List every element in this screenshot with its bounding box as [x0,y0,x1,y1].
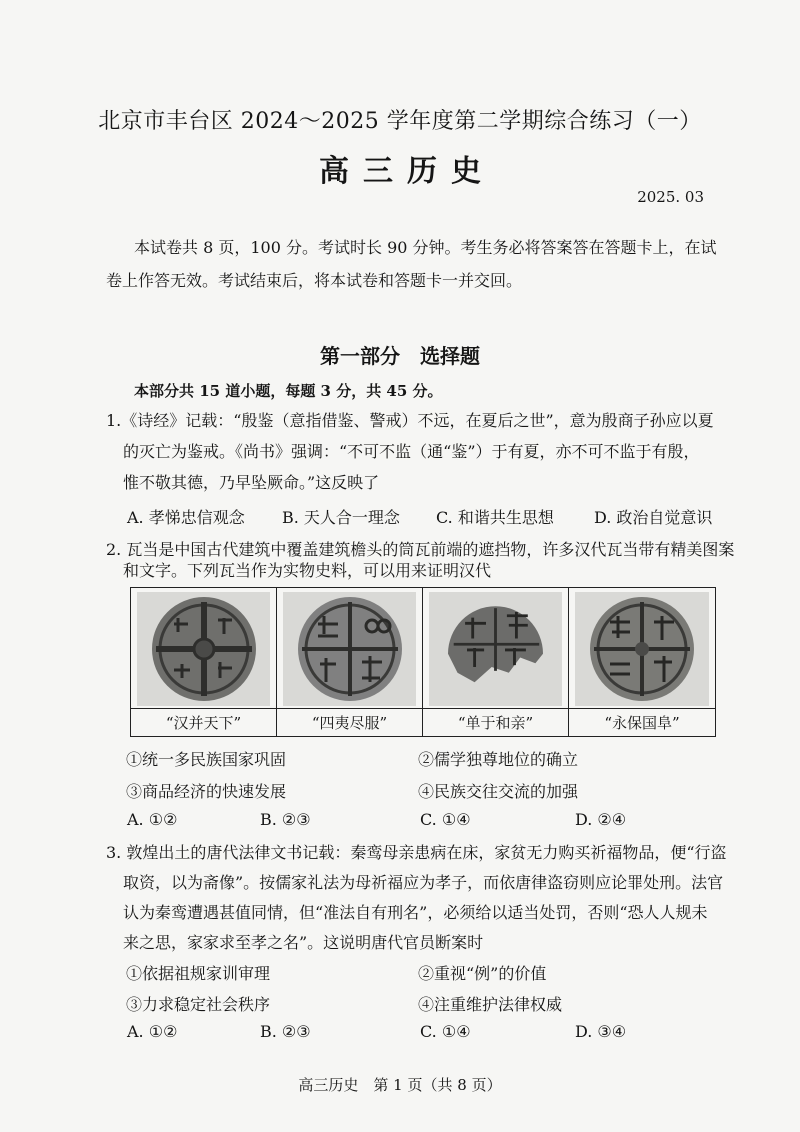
q3-option-c[interactable]: C. ①④ [420,1022,471,1041]
q3-option-b[interactable]: B. ②③ [260,1022,311,1041]
section-note: 本部分共 15 道小题，每题 3 分，共 45 分。 [134,382,443,400]
wadang-cell-4 [569,588,715,736]
subject-title: 高三历史 [319,154,495,189]
roof-tile-icon [144,594,264,704]
q1-option-b[interactable]: B. 天人合一理念 [282,508,400,527]
wadang-photo-3 [429,592,562,706]
q2-line-1: 2. 瓦当是中国古代建筑中覆盖建筑檐头的筒瓦前端的遮挡物，许多汉代瓦当带有精美图案 [106,540,735,559]
roof-tile-icon [582,594,702,704]
q3-statement-1: ①依据祖规家训审理 [126,964,271,983]
q3-option-a[interactable]: A. ①② [127,1022,178,1041]
roof-tile-icon [429,594,562,704]
q1-line-2: 的灭亡为鉴戒。《尚书》强调：“不可不监（通“鉴”）于有夏，亦不可不监于有殷， [123,442,700,461]
q3-line-1: 3. 敦煌出土的唐代法律文书记载：秦鸾母亲患病在床，家贫无力购买祈福物品，便“行盗 [106,843,727,862]
q2-option-b[interactable]: B. ②③ [260,810,311,829]
instructions-line-2: 卷上作答无效。考试结束后，将本试卷和答题卡一并交回。 [106,271,523,290]
wadang-caption-3: “单于和亲” [423,708,568,736]
exam-date: 2025. 03 [637,188,704,206]
wadang-cell-2 [277,588,423,736]
wadang-caption-2: “四夷尽服” [277,708,422,736]
q2-option-c[interactable]: C. ①④ [420,810,471,829]
wadang-caption-4: “永保国阜” [569,708,715,736]
wadang-cell-3 [423,588,569,736]
q2-line-2: 和文字。下列瓦当作为实物史料，可以用来证明汉代 [123,561,492,580]
q3-statement-2: ②重视“例”的价值 [418,964,547,983]
wadang-photo-4 [575,592,709,706]
roof-tile-icon [290,594,410,704]
wadang-cell-1 [131,588,277,736]
q3-line-2: 取资，以为斋像”。按儒家礼法为母祈福应为孝子，而依唐律盗窃则应论罪处刑。法官 [123,873,724,892]
q3-option-d[interactable]: D. ③④ [575,1022,627,1041]
wadang-caption-1: “汉并天下” [131,708,276,736]
q1-option-c[interactable]: C. 和谐共生思想 [436,508,554,527]
q1-option-d[interactable]: D. 政治自觉意识 [594,508,713,527]
q3-line-3: 认为秦鸾遭遇甚值同情，但“准法自有刑名”，必须给以适当处罚，否则“恐人人规未 [123,903,708,922]
q2-statement-3: ③商品经济的快速发展 [126,782,287,801]
q2-statement-1: ①统一多民族国家巩固 [126,750,287,769]
instructions-line-1: 本试卷共 8 页，100 分。考试时长 90 分钟。考生务必将答案答在答题卡上，在试 [134,238,717,257]
section-title: 第一部分 选择题 [320,344,480,368]
q2-statement-2: ②儒学独尊地位的确立 [418,750,579,769]
q1-line-3: 惟不敬其德，乃早坠厥命。”这反映了 [123,473,380,492]
q1-option-a[interactable]: A. 孝悌忠信观念 [127,508,245,527]
wadang-photo-1 [137,592,270,706]
q2-option-a[interactable]: A. ①② [127,810,178,829]
wadang-image-table [130,587,716,737]
wadang-photo-2 [283,592,416,706]
page-footer: 高三历史 第 1 页（共 8 页） [298,1076,502,1094]
q3-statement-4: ④注重维护法律权威 [418,995,563,1014]
exam-title: 北京市丰台区 2024～2025 学年度第二学期综合练习（一） [98,109,702,134]
q1-line-1: 1.《诗经》记载：“殷鉴（意指借鉴、警戒）不远，在夏后之世”，意为殷商子孙应以夏 [106,411,714,430]
q2-statement-4: ④民族交往交流的加强 [418,782,579,801]
q2-option-d[interactable]: D. ②④ [575,810,627,829]
q3-line-4: 来之思，家家求至孝之名”。这说明唐代官员断案时 [123,933,484,952]
q3-statement-3: ③力求稳定社会秩序 [126,995,271,1014]
